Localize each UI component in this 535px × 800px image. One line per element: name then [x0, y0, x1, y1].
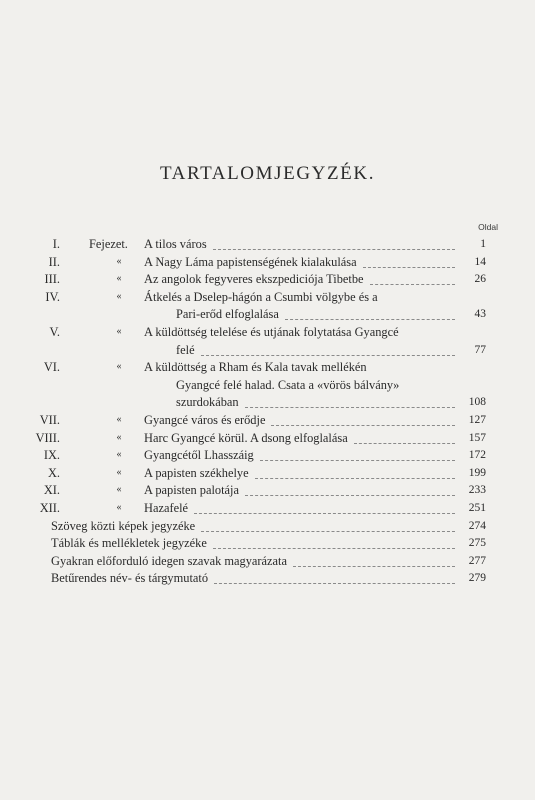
page-number: 275	[468, 537, 486, 550]
toc-entry	[0, 553, 535, 569]
ditto-mark: «	[116, 466, 122, 478]
dot-leader	[285, 309, 455, 320]
toc-entry	[0, 518, 535, 534]
page-column-header: Oldal	[478, 222, 498, 232]
chapter-title: Gyangcé felé halad. Csata a «vörös bálvány»	[176, 377, 400, 392]
chapter-number: IX.	[43, 448, 60, 463]
appendix-title: Gyakran előforduló idegen szavak magyarázata	[51, 553, 287, 568]
chapter-number: IV.	[45, 289, 60, 304]
ditto-mark: «	[116, 290, 122, 302]
toc-entry	[0, 306, 535, 322]
toc-entry	[0, 289, 535, 305]
chapter-title: A papisten székhelye	[144, 465, 249, 480]
chapter-number: X.	[47, 465, 60, 480]
chapter-title: felé	[176, 342, 195, 357]
toc-entry	[0, 394, 535, 410]
chapter-number: VI.	[43, 360, 60, 375]
chapter-title: Harc Gyangcé körül. A dsong elfoglalása	[144, 430, 348, 445]
dot-leader	[293, 556, 455, 567]
page-number: 277	[468, 554, 486, 567]
appendix-title: Betűrendes név- és tárgymutató	[51, 571, 209, 586]
page-number: 251	[468, 502, 486, 514]
page-title: TARTALOMJEGYZÉK.	[159, 163, 376, 184]
appendix-title: Táblák és mellékletek jegyzéke	[51, 536, 207, 551]
toc-entry	[0, 342, 535, 358]
ditto-mark: «	[116, 502, 122, 513]
dot-leader	[260, 450, 455, 461]
ditto-mark: «	[116, 414, 122, 425]
dot-leader	[245, 397, 455, 408]
chapter-number: II.	[48, 254, 60, 269]
chapter-word: Fejezet.	[89, 237, 128, 251]
chapter-title: A küldöttség telelése és utjának folytatása Gyangcé	[144, 325, 399, 339]
chapter-title: A tilos város	[144, 237, 207, 251]
chapter-title: A küldöttség a Rham és Kala tavak mellékén	[144, 360, 367, 375]
page-number: 274	[468, 519, 486, 532]
chapter-title: Gyangcé város és erődje	[144, 413, 266, 427]
page-number: 108	[468, 396, 486, 409]
page-number: 127	[468, 414, 486, 426]
dot-leader	[194, 503, 455, 514]
appendix-title: Szöveg közti képek jegyzéke	[51, 518, 196, 533]
dot-leader	[363, 257, 455, 268]
dot-leader	[255, 468, 455, 479]
toc-entry	[0, 482, 535, 498]
chapter-title: Gyangcétől Lhasszáig	[144, 448, 254, 463]
page-number: 26	[474, 273, 486, 286]
chapter-title: A Nagy Láma papistenségének kialakulása	[144, 254, 357, 269]
toc-entry	[0, 324, 535, 340]
chapter-title: Pari-erőd elfoglalása	[176, 307, 279, 322]
page-number: 14	[474, 255, 486, 268]
chapter-number: VII.	[39, 413, 60, 427]
page-number: 1	[480, 238, 486, 250]
toc-entry	[0, 377, 535, 393]
chapter-number: VIII.	[35, 430, 60, 445]
ditto-mark: «	[116, 449, 122, 461]
ditto-mark: «	[116, 273, 122, 285]
toc-entry	[0, 447, 535, 463]
chapter-title: Átkelés a Dselep-hágón a Csumbi völgybe és a	[144, 289, 378, 304]
ditto-mark: «	[116, 361, 122, 373]
chapter-number: I.	[52, 237, 60, 251]
chapter-title: Az angolok fegyveres ekszpediciója Tibetbe	[144, 272, 364, 287]
chapter-title: A papisten palotája	[144, 483, 239, 498]
ditto-mark: «	[116, 431, 122, 443]
dot-leader	[245, 485, 455, 496]
chapter-title: Hazafelé	[144, 501, 189, 515]
dot-leader	[271, 415, 455, 426]
toc-entry	[0, 430, 535, 446]
dot-leader	[370, 274, 455, 285]
ditto-mark: «	[116, 326, 122, 337]
ditto-mark: «	[116, 484, 122, 496]
dot-leader	[201, 345, 455, 356]
toc-entry	[0, 254, 535, 270]
toc-entry	[0, 271, 535, 287]
page-number: 199	[468, 466, 486, 479]
chapter-number: XI.	[43, 483, 60, 498]
chapter-number: III.	[44, 272, 60, 287]
chapter-number: V.	[49, 325, 60, 339]
toc-entry	[0, 359, 535, 375]
chapter-number: XII.	[39, 501, 60, 515]
toc-entry	[0, 465, 535, 481]
toc-entry	[0, 500, 535, 516]
page-number: 279	[468, 572, 486, 585]
dot-leader	[213, 239, 455, 250]
dot-leader	[201, 521, 455, 532]
ditto-mark: «	[116, 255, 122, 267]
dot-leader	[354, 433, 455, 444]
dot-leader	[214, 573, 455, 584]
page-number: 77	[474, 343, 486, 356]
page-number: 157	[468, 431, 486, 444]
page-number: 172	[468, 449, 486, 462]
chapter-title: szurdokában	[176, 395, 239, 410]
toc-entry	[0, 412, 535, 428]
page-number: 43	[474, 308, 486, 321]
toc-entry	[0, 236, 535, 252]
toc-entry	[0, 535, 535, 551]
page-number: 233	[468, 484, 486, 497]
toc-entry	[0, 570, 535, 586]
dot-leader	[213, 538, 455, 549]
